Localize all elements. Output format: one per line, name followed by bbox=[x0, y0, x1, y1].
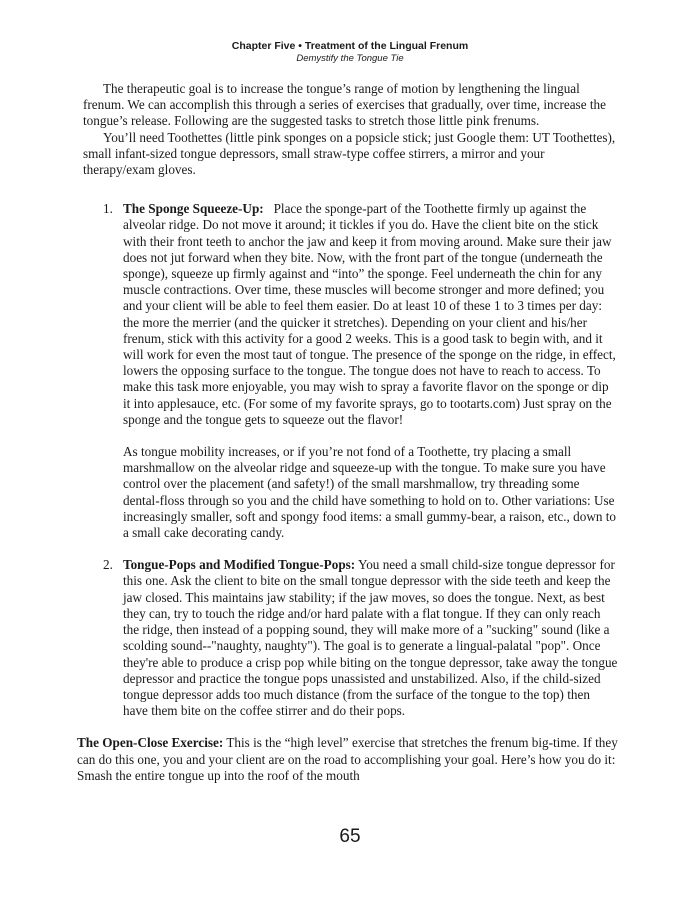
intro-paragraph-1: The therapeutic goal is to increase the tongue’s range of motion by lengthening the lingual frenum. We can accomplish this through a series of exercises that gradually, over time, increase the tongue’s release. Following are the suggested tasks to stretch those little pink frenums. bbox=[83, 81, 606, 129]
item-title: Tongue-Pops and Modified Tongue-Pops: bbox=[123, 557, 356, 573]
item-body: You need a small child-size tongue depressor for this one. Ask the client to bite on the small tongue depressor with the side teeth and keep the jaw closed. This maintains jaw stability; if the jaw moves, so does the tongue. Next, as best they can, try to touch the ridge and/or hard palate with a flat tongue. If they can only reach the ridge, then instead of a popping sound, they will make more of a "sucking" sound (like a scolding sound--"naughty, naughty"). The goal is to generate a lingual-palatal "pop". Once they're able to produce a crisp pop while biting on the tongue depressor, take away the tongue depressor and practice the tongue pops unassisted and unstabilized. Also, if the child-sized tongue depressor adds too much distance (from the surface of the tongue to the top) then have them bite on the coffee stirrer and do their pops. bbox=[123, 557, 618, 719]
open-close-title: The Open-Close Exercise: bbox=[77, 735, 224, 751]
open-close-paragraph bbox=[77, 735, 618, 784]
page-body bbox=[77, 81, 618, 784]
item-extra-paragraph: As tongue mobility increases, or if you’re not fond of a Toothette, try placing a small marshmallow on the alveolar ridge and squeeze-up with the tongue. To make sure you have control over the placement (and safety!) of the small marshmallow, try threading some dental-floss through so you and the child have something to hold on to. Other variations: Use increasingly smaller, soft and spongy food items: a small gummy-bear, a raison, etc., down to a small cake decorating candy. bbox=[123, 444, 616, 541]
open-close-body: This is the “high level” exercise that stretches the frenum big-time. If they can do this one, you and your client are on the road to accomplishing your goal. Here’s how you do it: Smash the entire tongue up into the roof of the mouth bbox=[77, 735, 618, 783]
page-number: 65 bbox=[339, 826, 361, 847]
chapter-subtitle: Demystify the Tongue Tie bbox=[296, 53, 404, 64]
item-body: Place the sponge-part of the Toothette firmly up against the alveolar ridge. Do not move it around; it tickles if you do. Have the client bite on the stick with their front teeth to anchor the jaw and keep it from moving around. Make sure their jaw does not jut forward when they bite. Now, with the front part of the tongue (underneath the sponge), squeeze up firmly against and “into” the sponge. Feel underneath the chin for any muscle contractions. Over time, these muscles will become stronger and more defined; you and your client will be able to feel them easier. Do at least 10 of these 1 to 3 times per day: the more the merrier (and the quicker it stretches). Depending on your client and his/her frenum, stick with this activity for a good 2 weeks. This is a good task to begin with, and it will work for even the most taut of tongue. The presence of the sponge on the ridge, in effect, lowers the opposing surface to the tongue. The tongue does not have to reach to access. To make this task more enjoyable, you may wish to spray a favorite flavor on the sponge or dip it into applesauce, etc. (For some of my favorite sprays, go to tootarts.com) Just spray on the sponge and the tongue gets to squeeze out the flavor! bbox=[123, 201, 616, 427]
item-paragraph bbox=[123, 201, 618, 428]
exercise-item-sponge-squeeze-up bbox=[83, 201, 618, 541]
item-number: 1. bbox=[103, 201, 113, 217]
item-paragraph bbox=[123, 557, 618, 719]
page-header bbox=[0, 40, 700, 64]
exercise-list bbox=[83, 201, 618, 719]
chapter-title: Chapter Five • Treatment of the Lingual Frenum bbox=[231, 40, 469, 52]
intro-paragraph-2: You’ll need Toothettes (little pink sponges on a popsicle stick; just Google them: UT Toothettes), small infant-sized tongue depressors, small straw-type coffee stirrers, a mirror and your therapy/exam gloves. bbox=[83, 129, 616, 178]
exercise-item-tongue-pops bbox=[83, 557, 618, 719]
item-title: The Sponge Squeeze-Up: bbox=[123, 201, 264, 217]
item-number: 2. bbox=[103, 557, 113, 573]
